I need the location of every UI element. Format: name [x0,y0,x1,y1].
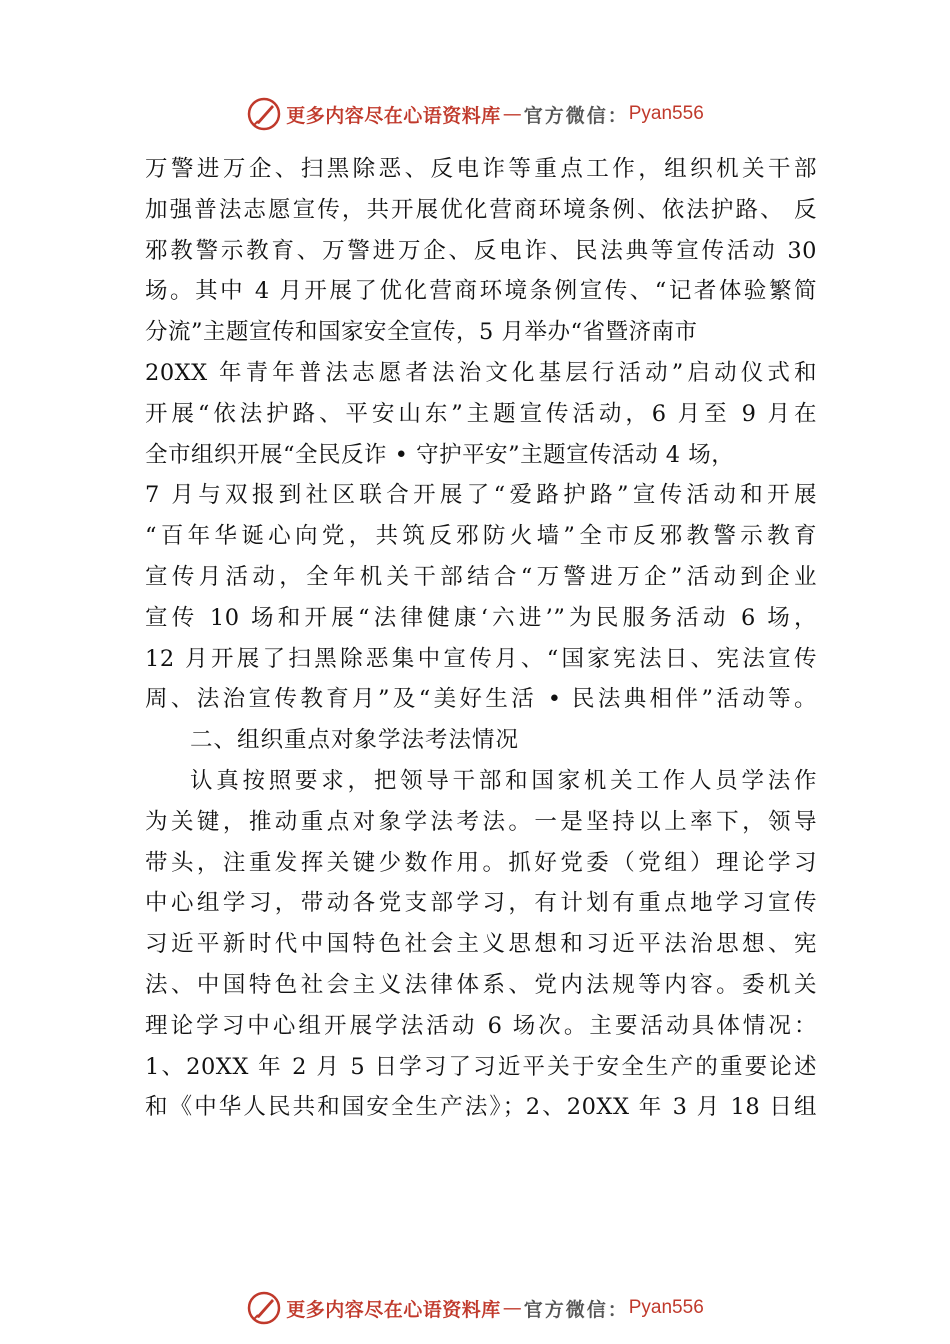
text-line: 习近平新时代中国特色社会主义思想和习近平法治思想、宪 [145,931,817,958]
text-line: 为关键，推动重点对象学法考法。一是坚持以上率下，领导 [145,808,817,835]
text-line: “百年华诞心向党，共筑反邪防火墙”全市反邪教警示教育 [145,523,817,550]
text-line: 周、法治宣传教育月”及“美好生活 • 民法典相伴”活动等。 [145,686,817,713]
banner-dash: — [502,103,522,125]
header-banner [0,94,950,134]
section-heading: 二、组织重点对象学法考法情况 [190,727,520,754]
quill-logo-icon [246,96,282,132]
text-line: 12 月开展了扫黑除恶集中宣传月、“国家宪法日、宪法宣传 [145,645,817,672]
text-line: 全市组织开展“全民反诈 • 守护平安”主题宣传活动 4 场， [145,441,735,468]
text-line: 20XX 年青年普法志愿者法治文化基层行活动”启动仪式和 [145,359,817,386]
banner-brand: 更多内容尽在心语资料库 [286,104,501,127]
text-line: 加强普法志愿宣传，共开展优化营商环境条例、依法护路、 反 [145,196,817,223]
text-line: 理论学习中心组开展学法活动 6 场次。主要活动具体情况： [145,1012,817,1039]
text-line: 宣传月活动，全年机关干部结合“万警进万企”活动到企业 [145,563,817,590]
text-line: 1、20XX 年 2 月 5 日学习了习近平关于安全生产的重要论述 [145,1053,817,1080]
text-line: 和《中华人民共和国安全生产法》；2、20XX 年 3 月 18 日组 [145,1094,817,1121]
text-line: 分流”主题宣传和国家安全宣传，5 月举办“省暨济南市 [145,319,698,346]
banner-dash: — [502,1297,522,1319]
text-line: 中心组学习，带动各党支部学习，有计划有重点地学习宣传 [145,890,817,917]
text-line: 7 月与双报到社区联合开展了“爱路护路”宣传活动和开展 [145,482,817,509]
text-line: 邪教警示教育、万警进万企、反电诈、民法典等宣传活动 30 [145,237,817,264]
text-line: 宣传 10 场和开展“法律健康‘六进’”为民服务活动 6 场， [145,604,817,631]
quill-logo-icon [246,1290,282,1326]
banner-wechat-id: Pyan556 [628,1297,704,1318]
banner-wechat-label: 官方微信： [523,104,629,127]
text-line: 开展“依法护路、平安山东”主题宣传活动，6 月至 9 月在 [145,400,817,427]
banner-wechat-label: 官方微信： [523,1298,629,1321]
text-line: 场。其中 4 月开展了优化营商环境条例宣传、“记者体验繁简 [145,278,817,305]
text-line: 带头，注重发挥关键少数作用。抓好党委（党组）理论学习 [145,849,817,876]
text-line: 法、中国特色社会主义法律体系、党内法规等内容。委机关 [145,971,817,998]
document-body [145,149,817,1128]
banner-brand: 更多内容尽在心语资料库 [286,1298,501,1321]
text-line: 万警进万企、扫黑除恶、反电诈等重点工作，组织机关干部 [145,156,817,182]
banner-wechat-id: Pyan556 [628,103,704,124]
text-line: 认真按照要求，把领导干部和国家机关工作人员学法作 [190,767,817,794]
footer-banner [0,1288,950,1328]
